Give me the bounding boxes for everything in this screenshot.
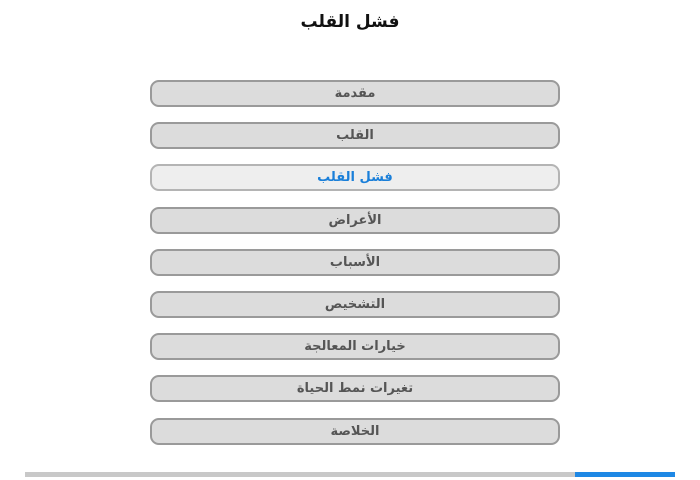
progress-bar	[25, 472, 675, 477]
progress-bar-fill	[575, 472, 675, 477]
chapter-menu	[150, 80, 560, 460]
menu-item-diagnosis[interactable]: التشخيص	[150, 291, 560, 318]
page-title: فشل القلب	[300, 12, 400, 32]
menu-item-heart-failure[interactable]: فشل القلب	[150, 164, 560, 191]
menu-item-heart[interactable]: القلب	[150, 122, 560, 149]
menu-item-summary[interactable]: الخلاصة	[150, 418, 560, 445]
menu-item-lifestyle-changes[interactable]: تغيرات نمط الحياة	[150, 375, 560, 402]
menu-item-symptoms[interactable]: الأعراض	[150, 207, 560, 234]
menu-item-causes[interactable]: الأسباب	[150, 249, 560, 276]
menu-item-treatment-options[interactable]: خيارات المعالجة	[150, 333, 560, 360]
menu-item-introduction[interactable]: مقدمة	[150, 80, 560, 107]
